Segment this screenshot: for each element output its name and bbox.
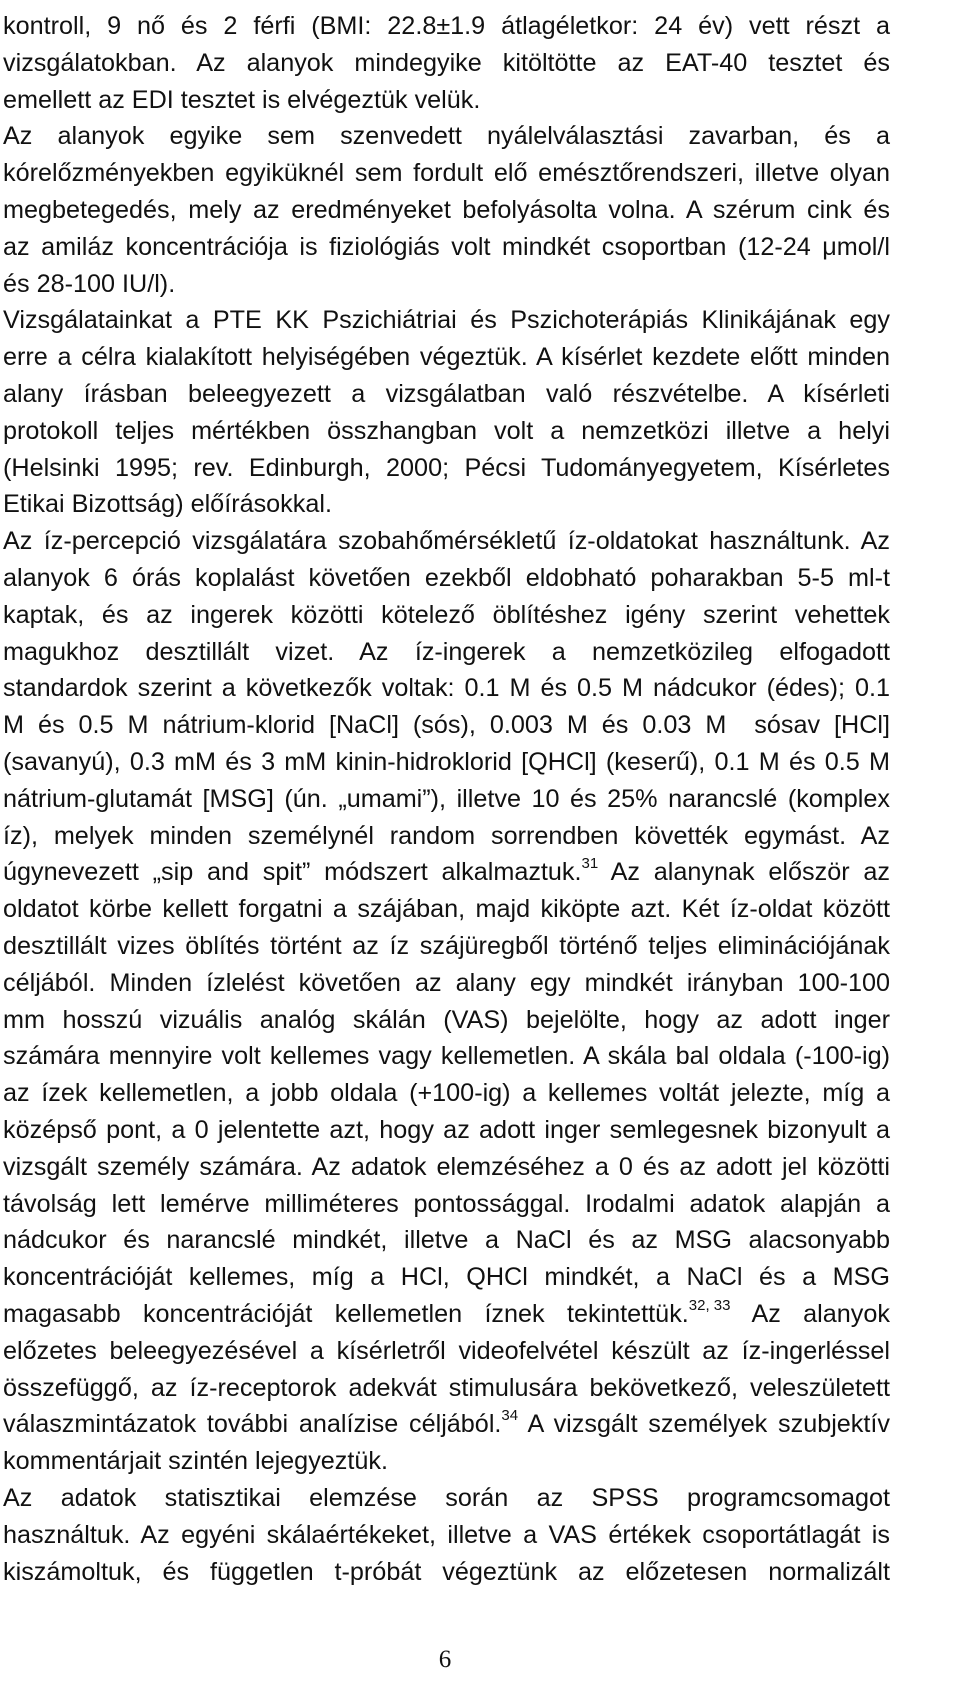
line-text: kontroll, 9 nő és 2 férfi (BMI: 22.8±1.9 átlagéletkor: 24 év) vett részt a [3,12,890,40]
text-line-content [3,264,175,304]
line-text: használtuk. Az egyéni skálaértékeket, illetve a VAS értékek csoportátlagát is [3,1520,890,1549]
text-line [0,632,960,672]
line-text: standardok szerint a következők voltak: 0.1 M és 0.5 M nádcukor (édes); 0.1 [3,674,890,703]
text-line [0,6,960,46]
line-text: alany írásban beleegyezett a vizsgálatban való részvételbe. A kísérleti [3,380,890,408]
text-line [0,595,960,635]
text-line [0,926,960,966]
text-line [0,264,960,304]
line-text: protokoll teljes mértékben összhangban volt a nemzetközi illetve a helyi [3,416,890,445]
text-line-content [3,1000,890,1040]
text-line [0,1110,960,1150]
line-text: válaszmintázatok további analízise céljából. [3,1410,502,1439]
text-line-content [3,227,890,267]
text-line [0,668,960,708]
text-line-content [3,852,890,892]
line-text: távolság lett lemérve milliméteres pontossággal. Irodalmi adatok alapján a [3,1189,890,1218]
text-line [0,1552,960,1592]
text-line [0,1036,960,1076]
text-line-content [3,742,890,782]
line-text: Vizsgálatainkat a PTE KK Pszichiátriai és Pszichoterápiás Klinikájának egy [3,306,890,335]
line-text: vizsgálatokban. Az alanyok mindegyike kitöltötte az EAT-40 tesztet és [3,48,890,77]
text-line [0,521,960,561]
text-line [0,1000,960,1040]
text-line-content [3,190,890,230]
line-text: (savanyú), 0.3 mM és 3 mM kinin-hidroklorid [QHCl] (keserű), 0.1 M és 0.5 M [3,748,890,776]
line-text: Etikai Bizottság) előírásokkal. [3,490,332,519]
text-line [0,1331,960,1371]
text-line-content [3,374,890,414]
text-line-content [3,484,332,524]
text-line-content [3,1441,388,1481]
text-line-content [3,926,890,966]
reference-superscript: 31 [581,855,599,873]
text-line-content [3,1478,890,1518]
text-line [0,1478,960,1518]
line-text: vizsgált személy számára. Az adatok elemzéséhez a 0 és az adott jel közötti [3,1152,890,1181]
text-line-content [3,80,480,120]
text-line-content [3,1147,890,1187]
text-line-content [3,668,890,708]
text-line [0,852,960,892]
line-text: Az adatok statisztikai elemzése során az SPSS programcsomagot [3,1484,890,1512]
line-text: íz), melyek minden személynél random sorrendben követték egymást. Az [3,821,890,850]
line-text: az ízek kellemetlen, a jobb oldala (+100-ig) a kellemes voltát jelezte, míg a [3,1079,890,1108]
line-text: kiszámoltuk, és független t-próbát végeztünk az előzetesen normalizált [3,1557,890,1586]
line-text: céljából. Minden ízlelést követően az alany egy mindkét irányban 100-100 [3,968,890,997]
line-text: Az íz-percepció vizsgálatára szobahőmérsékletű íz-oldatokat használtunk. Az [3,527,890,556]
text-line-content [3,1110,890,1150]
text-line-content [3,1294,890,1334]
text-line-content [3,1257,890,1297]
text-line [0,963,960,1003]
line-text: úgynevezett „sip and spit” módszert alkalmaztuk. [3,858,582,887]
text-line [0,1368,960,1408]
text-line [0,190,960,230]
text-line-content [3,595,890,635]
reference-superscript: 34 [501,1407,519,1425]
text-line-content [3,6,890,46]
text-line [0,816,960,856]
text-line [0,779,960,819]
text-line-content [3,1184,890,1224]
text-line-content [3,705,890,745]
line-text: magukhoz desztillált vizet. Az íz-ingerek a nemzetközileg elfogadott [3,637,890,666]
text-line-content [3,153,890,193]
text-line-content [3,1331,890,1371]
text-line-content [3,889,890,929]
text-line [0,1220,960,1260]
text-line [0,153,960,193]
page-number: 6 [438,1646,452,1673]
text-line-content [3,521,890,561]
text-line-content [3,558,890,598]
line-text: oldatot körbe kellett forgatni a szájában, majd kiköpte azt. Két íz-oldat között [3,895,890,924]
text-line-content [3,1552,890,1592]
text-line [0,742,960,782]
line-text: összefüggő, az íz-receptorok adekvát stimulusára bekövetkező, veleszületett [3,1373,890,1402]
text-line-content [3,300,890,340]
line-text: kommentárjait szintén lejegyeztük. [3,1447,388,1476]
text-line-content [3,963,890,1003]
line-text: számára mennyire volt kellemes vagy kellemetlen. A skála bal oldala (-100-ig) [3,1042,890,1071]
line-text: középső pont, a 0 jelentette azt, hogy az adott inger semlegesnek bizonyult a [3,1116,890,1144]
text-line-content [3,43,890,83]
text-line [0,705,960,745]
text-line [0,227,960,267]
line-text: alanyok 6 órás koplalást követően ezekből eldobható poharakban 5-5 ml-t [3,564,890,592]
line-text: kórelőzményekben egyiküknél sem fordult elő emésztőrendszeri, illetve olyan [3,159,890,188]
line-text: kaptak, és az ingerek közötti kötelező öblítéshez igény szerint vehettek [3,600,890,629]
line-text: megbetegedés, mely az eredményeket befolyásolta volna. A szérum cink és [3,196,890,224]
text-line [0,1147,960,1187]
text-line [0,1294,960,1334]
text-line [0,484,960,524]
text-line [0,1257,960,1297]
line-text: magasabb koncentrációját kellemetlen íznek tekintettük. [3,1300,689,1328]
text-line-content [3,448,890,488]
text-line [0,411,960,451]
text-line [0,1441,960,1481]
text-line-content [3,1368,890,1408]
text-line-content [3,632,890,672]
text-line [0,448,960,488]
text-line-content [3,1515,890,1555]
reference-superscript: 32, 33 [688,1297,731,1314]
text-line-content [3,411,890,451]
text-line [0,337,960,377]
line-text: (Helsinki 1995; rev. Edinburgh, 2000; Pécsi Tudományegyetem, Kísérletes [3,453,890,482]
text-line-content [3,779,890,819]
line-text: M és 0.5 M nátrium-klorid [NaCl] (sós), 0.003 M és 0.03 M sósav [HCl] [3,711,890,740]
line-text: és 28-100 IU/l). [3,269,176,298]
line-text: emellett az EDI tesztet is elvégeztük velük. [3,85,481,114]
text-line [0,80,960,120]
text-line [0,1184,960,1224]
text-line-content [3,1220,890,1260]
line-text: koncentrációját kellemes, míg a HCl, QHCl mindkét, a NaCl és a MSG [3,1263,890,1292]
line-text-continued: Az alanyok [730,1300,890,1328]
line-text: nádcukor és narancslé mindkét, illetve a NaCl és az MSG alacsonyabb [3,1226,890,1255]
text-line-content [3,816,890,856]
line-text: előzetes beleegyezésével a kísérletről videofelvétel készült az íz-ingerléssel [3,1336,890,1365]
line-text: Az alanyok egyike sem szenvedett nyálelválasztási zavarban, és a [3,122,890,151]
text-line [0,374,960,414]
line-text: nátrium-glutamát [MSG] (ún. „umami”), illetve 10 és 25% narancslé (komplex [3,784,890,813]
line-text: az amiláz koncentrációja is fiziológiás volt mindkét csoportban (12-24 μmol/l [3,232,890,261]
text-line [0,116,960,156]
text-line [0,300,960,340]
line-text: mm hosszú vizuális analóg skálán (VAS) bejelölte, hogy az adott inger [3,1005,890,1034]
text-line-content [3,116,890,156]
text-line [0,1073,960,1113]
text-line-content [3,1036,890,1076]
text-line-content [3,1404,890,1444]
text-line-content [3,1073,890,1113]
line-text-continued: A vizsgált személyek szubjektív [518,1410,890,1439]
line-text: erre a célra kialakított helyiségében végeztük. A kísérlet kezdete előtt minden [3,343,890,372]
text-line [0,1404,960,1444]
line-text: desztillált vizes öblítés történt az íz szájüregből történő teljes eliminációjának [3,932,890,960]
text-line [0,1515,960,1555]
text-line [0,889,960,929]
line-text-continued: Az alanynak először az [598,858,890,887]
text-line-content [3,337,890,377]
text-line [0,558,960,598]
text-line [0,43,960,83]
